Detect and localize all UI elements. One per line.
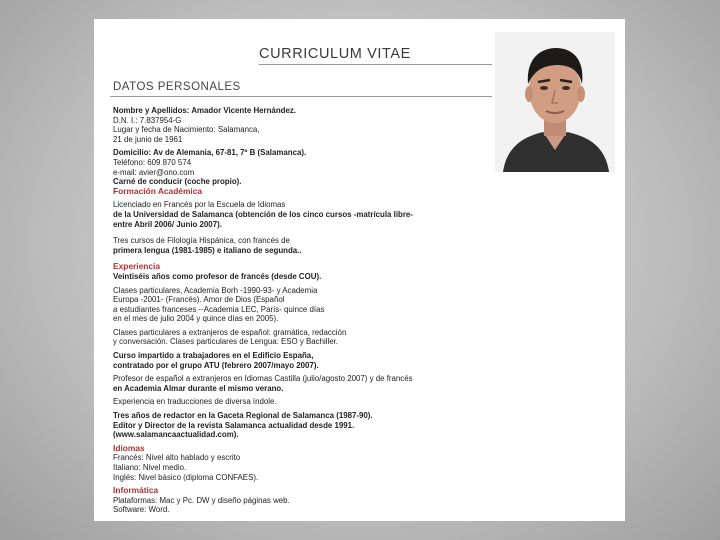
experience-line: Clases particulares a extranjeros de español: gramática, redacción xyxy=(113,327,347,337)
experience-line: Veintiséis años como profesor de francés (desde COU). xyxy=(113,271,322,281)
education-line: de la Universidad de Salamanca (obtención de los cinco cursos -matrícula libre- xyxy=(113,209,413,219)
experience-line: Tres años de redactor en la Gaceta Regional de Salamanca (1987-90). xyxy=(113,411,373,421)
personal-data-heading: DATOS PERSONALES xyxy=(113,81,241,93)
education-line: Tres cursos de Filología Hispánica, con francés de xyxy=(113,236,290,246)
birthdate-line: 21 de junio de 1961 xyxy=(113,134,183,144)
address-line: Domicilio: Av de Alemania, 67-81, 7º B (Salamanca). xyxy=(113,148,307,158)
license-line: Carné de conducir (coche propio). xyxy=(113,177,242,187)
experience-line: en el mes de julio 2004 y quince días en 2005). xyxy=(113,314,279,324)
education-line: Licenciado en Francés por la Escuela de Idiomas xyxy=(113,200,286,210)
experience-line: en Academia Almar durante el mismo verano. xyxy=(113,383,284,393)
computing-line: Software: Word. xyxy=(113,505,170,515)
language-line: Inglés: Nivel básico (diploma CONFAES). xyxy=(113,472,259,482)
education-line: entre Abril 2006/ Junio 2007). xyxy=(113,219,222,229)
experience-line: contratado por el grupo ATU (febrero 2007/mayo 2007). xyxy=(113,360,319,370)
computing-heading: Informática xyxy=(113,485,159,496)
title-divider xyxy=(259,64,492,65)
birthplace-line: Lugar y fecha de Nacimiento: Salamanca, xyxy=(113,125,260,135)
phone-line: Teléfono: 609 870 574 xyxy=(113,157,192,167)
languages-heading: Idiomas xyxy=(113,442,145,453)
experience-line: (www.salamancaactualidad.com). xyxy=(113,430,239,440)
experience-line: Editor y Director de la revista Salamanca actualidad desde 1991. xyxy=(113,420,355,430)
education-line: primera lengua (1981-1985) e italiano de segunda.. xyxy=(113,245,302,255)
cv-content xyxy=(113,99,533,515)
computing-line: Plataformas: Mac y Pc. DW y diseño páginas web. xyxy=(113,495,290,505)
experience-line: Profesor de español a extranjeros en Idiomas Castilla (julio/agosto 2007) y de francés xyxy=(113,374,413,384)
dni-line: D.N. I.: 7.837954-G xyxy=(113,115,182,125)
email-line: e-mail: avier@ono.com xyxy=(113,167,195,177)
language-line: Francés: Nivel alto hablado y escrito xyxy=(113,453,241,463)
experience-line: a estudiantes franceses --Academia LEC, París- quince días xyxy=(113,304,325,314)
education-heading: Formación Académica xyxy=(113,185,203,196)
experience-line: Clases particulares, Academia Borh -1990-93- y Academia xyxy=(113,285,318,295)
experience-line: Curso impartido a trabajadores en el Edificio España, xyxy=(113,351,314,361)
cv-title: CURRICULUM VITAE xyxy=(259,46,411,62)
personal-divider xyxy=(110,96,492,97)
cv-page xyxy=(94,19,625,521)
experience-line: Europa -2001- (Francés). Amor de Dios (Español xyxy=(113,295,285,305)
language-line: Italiano: Nivel medio. xyxy=(113,463,187,472)
experience-line: Experiencia en traducciones de diversa índole. xyxy=(113,397,277,407)
name-line: Nombre y Apellidos: Amador Vicente Hernández. xyxy=(113,106,296,115)
experience-heading: Experiencia xyxy=(113,261,161,272)
experience-line: y conversación. Clases particulares de Lengua: ESO y Bachiller. xyxy=(113,337,338,347)
